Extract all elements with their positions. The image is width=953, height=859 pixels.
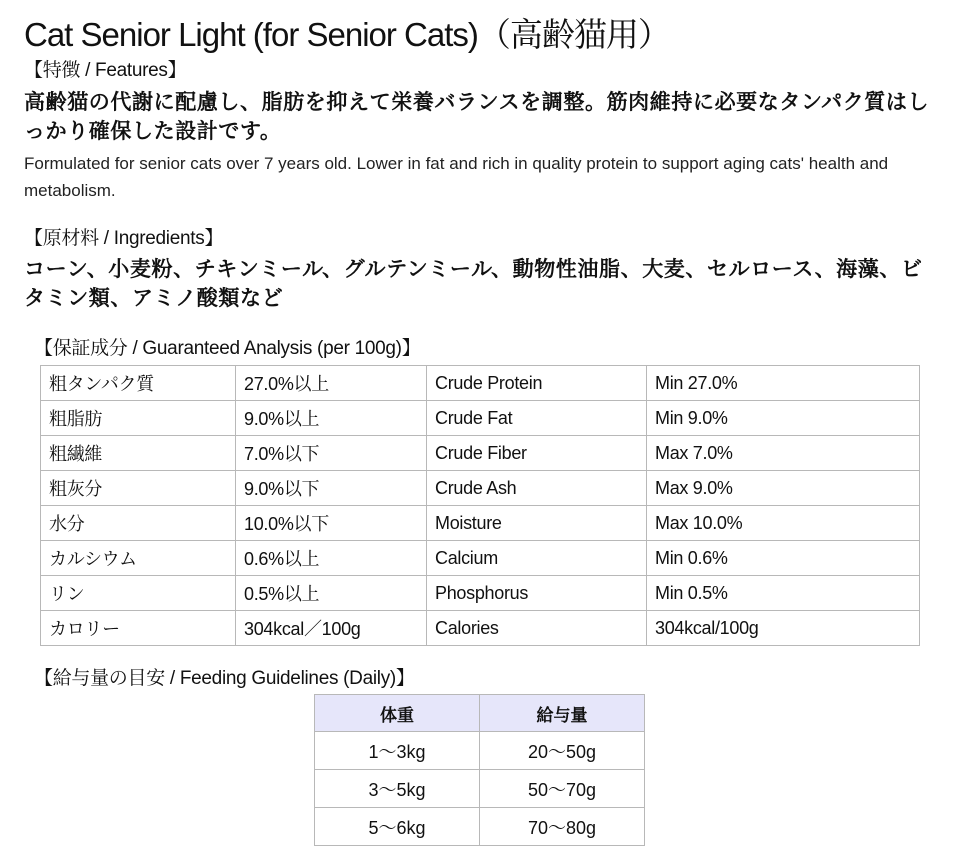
en-nutrient-label: Moisture bbox=[427, 506, 647, 541]
weight-cell: 1～3kg bbox=[315, 732, 480, 770]
jp-nutrient-value: 10.0%以下 bbox=[236, 506, 427, 541]
jp-nutrient-value: 304kcal／100g bbox=[236, 611, 427, 646]
en-nutrient-label: Crude Ash bbox=[427, 471, 647, 506]
weight-cell: 3～5kg bbox=[315, 770, 480, 808]
jp-nutrient-label: カロリー bbox=[41, 611, 236, 646]
jp-nutrient-label: 粗灰分 bbox=[41, 471, 236, 506]
feeding-table bbox=[314, 694, 645, 846]
amount-cell: 50～70g bbox=[480, 770, 645, 808]
ingredients-heading: 【原材料 / Ingredients】 bbox=[24, 228, 224, 249]
en-nutrient-value: 304kcal/100g bbox=[647, 611, 920, 646]
jp-nutrient-value: 7.0%以下 bbox=[236, 436, 427, 471]
en-nutrient-label: Crude Protein bbox=[427, 366, 647, 401]
en-nutrient-value: Max 7.0% bbox=[647, 436, 920, 471]
jp-nutrient-label: リン bbox=[41, 576, 236, 611]
jp-nutrient-label: カルシウム bbox=[41, 541, 236, 576]
page-title: Cat Senior Light (for Senior Cats)（高齢猫用） bbox=[24, 16, 670, 53]
jp-nutrient-value: 9.0%以下 bbox=[236, 471, 427, 506]
en-nutrient-value: Min 0.6% bbox=[647, 541, 920, 576]
table-row bbox=[41, 576, 920, 611]
en-nutrient-value: Min 0.5% bbox=[647, 576, 920, 611]
jp-nutrient-label: 水分 bbox=[41, 506, 236, 541]
en-nutrient-label: Crude Fiber bbox=[427, 436, 647, 471]
table-row bbox=[41, 366, 920, 401]
jp-nutrient-value: 27.0%以上 bbox=[236, 366, 427, 401]
table-row bbox=[41, 436, 920, 471]
table-row bbox=[41, 541, 920, 576]
jp-nutrient-label: 粗脂肪 bbox=[41, 401, 236, 436]
en-nutrient-value: Max 10.0% bbox=[647, 506, 920, 541]
table-row bbox=[41, 506, 920, 541]
jp-nutrient-value: 0.6%以上 bbox=[236, 541, 427, 576]
weight-cell: 5～6kg bbox=[315, 808, 480, 846]
table-row bbox=[315, 732, 645, 770]
jp-nutrient-value: 0.5%以上 bbox=[236, 576, 427, 611]
en-nutrient-value: Min 27.0% bbox=[647, 366, 920, 401]
column-header-amount: 給与量 bbox=[480, 695, 645, 732]
features-heading: 【特徴 / Features】 bbox=[24, 60, 187, 81]
amount-cell: 20～50g bbox=[480, 732, 645, 770]
en-nutrient-label: Phosphorus bbox=[427, 576, 647, 611]
analysis-table bbox=[40, 365, 920, 646]
column-header-weight: 体重 bbox=[315, 695, 480, 732]
features-en-text: Formulated for senior cats over 7 years old. Lower in fat and rich in quality protein to support aging cats' health and metabolism. bbox=[24, 154, 889, 200]
jp-nutrient-label: 粗繊維 bbox=[41, 436, 236, 471]
features-jp-text: 高齢猫の代謝に配慮し、脂肪を抑えて栄養バランスを調整。筋肉維持に必要なタンパク質はしっかり確保した設計です。 bbox=[24, 91, 930, 143]
en-nutrient-label: Calories bbox=[427, 611, 647, 646]
table-row bbox=[315, 808, 645, 846]
analysis-heading: 【保証成分 / Guaranteed Analysis (per 100g)】 bbox=[34, 338, 421, 359]
en-nutrient-value: Max 9.0% bbox=[647, 471, 920, 506]
ingredients-text: コーン、小麦粉、チキンミール、グルテンミール、動物性油脂、大麦、セルロース、海藻、ビタミン類、アミノ酸類など bbox=[24, 258, 923, 310]
en-nutrient-label: Calcium bbox=[427, 541, 647, 576]
table-row bbox=[41, 471, 920, 506]
table-row bbox=[41, 611, 920, 646]
en-nutrient-value: Min 9.0% bbox=[647, 401, 920, 436]
jp-nutrient-value: 9.0%以上 bbox=[236, 401, 427, 436]
table-row bbox=[41, 401, 920, 436]
feeding-header-row bbox=[315, 695, 645, 732]
en-nutrient-label: Crude Fat bbox=[427, 401, 647, 436]
jp-nutrient-label: 粗タンパク質 bbox=[41, 366, 236, 401]
feeding-heading: 【給与量の目安 / Feeding Guidelines (Daily)】 bbox=[34, 668, 415, 689]
table-row bbox=[315, 770, 645, 808]
amount-cell: 70～80g bbox=[480, 808, 645, 846]
